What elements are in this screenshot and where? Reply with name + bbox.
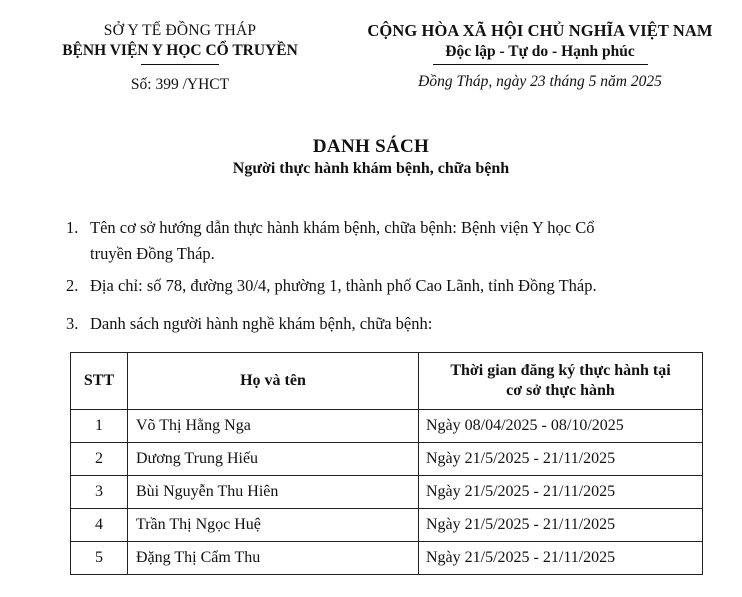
header-stt: STT [71, 353, 128, 410]
item-number: 3. [66, 314, 79, 333]
table-row [71, 410, 703, 443]
motto-underline [433, 64, 648, 65]
header-practice-period [419, 353, 703, 410]
practitioner-table [70, 352, 703, 575]
national-motto: Độc lập - Tự do - Hạnh phúc [445, 43, 635, 60]
parent-organization: SỞ Y TẾ ĐỒNG THÁP [103, 22, 257, 39]
table-row [71, 542, 703, 575]
table-row [71, 476, 703, 509]
cell-name: Võ Thị Hằng Nga [128, 410, 419, 443]
document-title: DANH SÁCH [312, 136, 430, 157]
issuing-organization-block [0, 22, 360, 94]
cell-name: Đặng Thị Cẩm Thu [128, 542, 419, 575]
table-row [71, 443, 703, 476]
document-number: Số: 399 /YHCT [130, 76, 230, 93]
cell-practice-period: Ngày 21/5/2025 - 21/11/2025 [419, 476, 703, 509]
cell-name: Bùi Nguyễn Thu Hiên [128, 476, 419, 509]
table-header-row [71, 353, 703, 410]
cell-practice-period: Ngày 21/5/2025 - 21/11/2025 [419, 443, 703, 476]
cell-stt: 3 [71, 476, 128, 509]
national-heading-block [335, 21, 742, 91]
issue-date: Đồng Tháp, ngày 23 tháng 5 năm 2025 [418, 73, 662, 90]
header-practice-period-line1: Thời gian đăng ký thực hành tại [450, 362, 671, 379]
item-text: Danh sách người hành nghề khám bệnh, chữa bệnh: [90, 314, 433, 333]
cell-stt: 1 [71, 410, 128, 443]
cell-stt: 5 [71, 542, 128, 575]
document-title-block [0, 136, 742, 178]
item-text: Địa chỉ: số 78, đường 30/4, phường 1, thành phố Cao Lãnh, tỉnh Đồng Tháp. [90, 276, 597, 295]
cell-stt: 2 [71, 443, 128, 476]
list-item [0, 311, 742, 337]
cell-practice-period: Ngày 21/5/2025 - 21/11/2025 [419, 542, 703, 575]
cell-practice-period: Ngày 21/5/2025 - 21/11/2025 [419, 509, 703, 542]
document-subtitle: Người thực hành khám bệnh, chữa bệnh [232, 160, 510, 177]
cell-name: Dương Trung Hiếu [128, 443, 419, 476]
item-text: Tên cơ sở hướng dẫn thực hành khám bệnh, chữa bệnh: Bệnh viện Y học Cổ [90, 218, 595, 237]
country-name: CỘNG HÒA XÃ HỘI CHỦ NGHĨA VIỆT NAM [367, 21, 713, 40]
header-name: Họ và tên [128, 353, 419, 410]
cell-name: Trần Thị Ngọc Huệ [128, 509, 419, 542]
header-practice-period-line2: cơ sở thực hành [506, 382, 615, 399]
list-item [0, 273, 742, 299]
table-row [71, 509, 703, 542]
item-text-continued: truyền Đồng Tháp. [90, 244, 215, 263]
cell-stt: 4 [71, 509, 128, 542]
list-item [0, 215, 742, 267]
item-number: 1. [66, 218, 79, 237]
item-number: 2. [66, 276, 79, 295]
organization-underline [141, 64, 219, 65]
cell-practice-period: Ngày 08/04/2025 - 08/10/2025 [419, 410, 703, 443]
organization-name: BỆNH VIỆN Y HỌC CỔ TRUYỀN [62, 42, 298, 59]
